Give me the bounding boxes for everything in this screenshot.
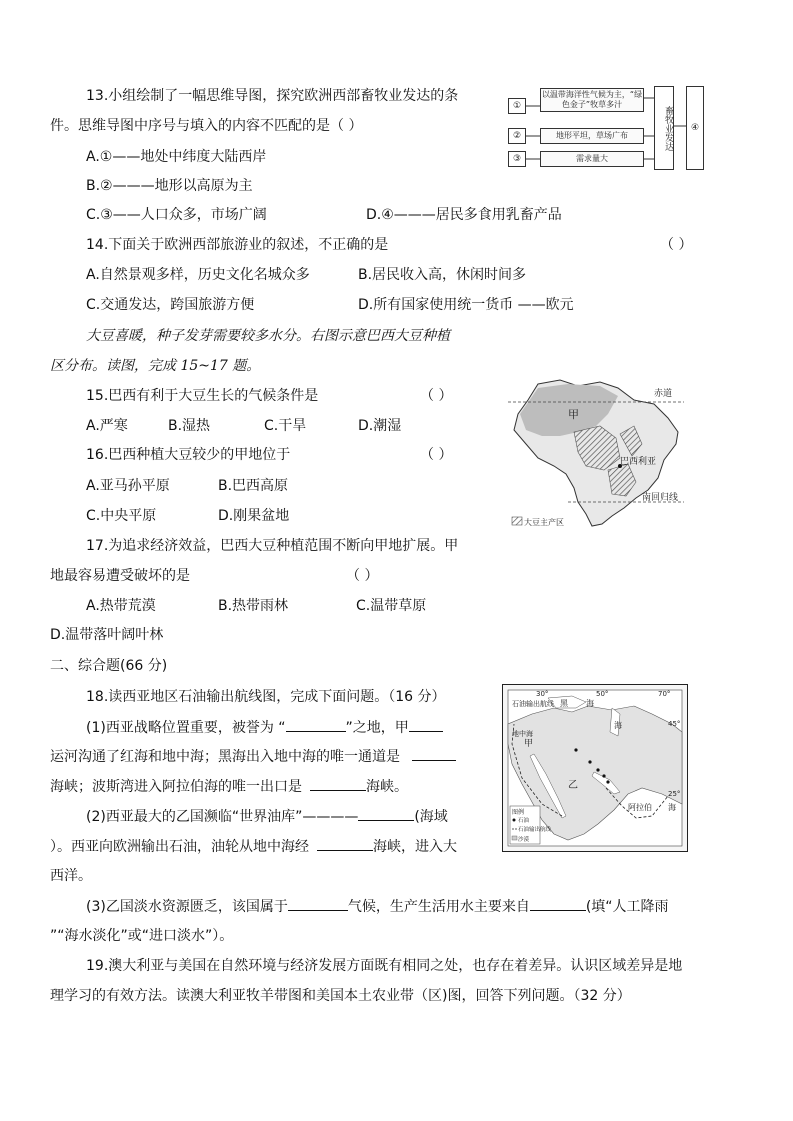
black-sea-label-1: 黑 [560, 699, 568, 708]
intro-15-17-line1: 大豆喜暖，种子发芽需要较多水分。右图示意巴西大豆种植 [86, 328, 450, 344]
mindmap-center: 畜牧业发达 [654, 86, 674, 170]
lat-45-label: 45° [668, 720, 681, 728]
jia-canal-label: 甲 [524, 739, 534, 749]
q18-p3 [50, 776, 408, 797]
q13-option-c[interactable]: C.③——人口众多，市场广阔 [86, 207, 267, 223]
q18-p1-text-b: ”之地，甲 [345, 720, 409, 736]
q13-stem-line2: 件。思维导图中序号与填入的内容不匹配的是（ ） [50, 118, 363, 134]
q18-p3-text-b: 海峡。 [366, 779, 408, 795]
q18-p7-text-a: (3)乙国淡水资源匮乏，该国属于 [86, 899, 288, 915]
q15-option-b[interactable]: B.湿热 [168, 418, 211, 434]
q18-p5 [50, 836, 457, 857]
q14-stem: 14.下面关于欧洲西部旅游业的叙述，不正确的是 [86, 237, 389, 253]
q18-p7-text-b: 气候，生产生活用水主要来自 [347, 899, 530, 915]
mindmap-node-1: ① [508, 98, 526, 114]
q14-option-d[interactable]: D.所有国家使用统一货币 ——欧元 [358, 297, 574, 313]
q15-stem: 15.巴西有利于大豆生长的气候条件是 [86, 388, 319, 404]
arabian-sea-label: 海 [668, 803, 676, 812]
q19-line2: 理学习的有效方法。读澳大利亚牧羊带图和美国本土农业带（区)图，回答下列问题。（32 分） [50, 988, 631, 1004]
q14-option-c[interactable]: C.交通发达，跨国旅游方便 [86, 297, 255, 313]
mindmap-node-3: ③ [508, 151, 526, 167]
q16-option-a[interactable]: A.亚马孙平原 [86, 478, 170, 494]
q17-answer-paren[interactable]: （ ） [346, 568, 379, 584]
q13-option-d[interactable]: D.④———居民多食用乳畜产品 [366, 207, 562, 223]
q18-p5-text-b: 海峡，进入大 [373, 839, 457, 855]
q18-blank-4[interactable] [310, 776, 366, 791]
q18-p2 [50, 746, 456, 767]
brazil-map-svg [508, 374, 684, 532]
route-note-label: 石油输出航线 [512, 700, 554, 708]
q18-p7 [86, 896, 669, 917]
q14-option-b[interactable]: B.居民收入高，休闲时间多 [358, 267, 527, 283]
q18-p2-text: 运河沟通了红海和地中海；黑海出入地中海的唯一通道是 [50, 749, 400, 765]
q15-option-c[interactable]: C.干旱 [264, 418, 307, 434]
q17-option-c[interactable]: C.温带草原 [356, 598, 427, 614]
q18-p6: 西洋。 [50, 868, 92, 884]
legend-route: 石油输出航线 [518, 827, 552, 833]
q15-option-d[interactable]: D.潮湿 [358, 418, 402, 434]
caspian-label: 海 [614, 721, 622, 730]
yi-country-label: 乙 [568, 780, 578, 791]
q18-blank-3[interactable] [412, 746, 456, 761]
q18-stem: 18.读西亚地区石油输出航线图，完成下面问题。（16 分） [86, 689, 446, 705]
q18-p3-text-a: 海峡；波斯湾进入阿拉伯海的唯一出口是 [50, 779, 302, 795]
q18-blank-6[interactable] [317, 836, 373, 851]
jia-label: 甲 [568, 408, 579, 421]
legend-swatch [512, 517, 522, 525]
q18-p4-text-b: (海域 [414, 809, 448, 825]
mindmap-node-4: ④ [686, 86, 704, 170]
q13-option-b[interactable]: B.②———地形以高原为主 [86, 178, 253, 194]
q18-p1 [86, 717, 443, 738]
q14-option-a[interactable]: A.自然景观多样，历史文化名城众多 [86, 267, 310, 283]
q18-p1-text-a: (1)西亚战略位置重要，被誉为 “ [86, 720, 286, 736]
mindmap-node-2: ② [508, 128, 526, 144]
lon-30-label: 30° [536, 690, 549, 698]
q19-line1: 19.澳大利亚与美国在自然环境与经济发展方面既有相同之处，也存在着差异。认识区域差异是地 [86, 958, 683, 974]
lon-70-label: 70° [658, 690, 671, 698]
legend-desert: 沙漠 [518, 837, 530, 843]
legend-oil: 石油 [518, 818, 530, 824]
legend-title: 图例 [512, 809, 525, 816]
q17-stem-line2: 地最容易遭受破坏的是 [50, 568, 190, 584]
mindmap-box-terrain: 地形平坦，草场广布 [540, 128, 644, 144]
q18-p5-text-a: ）。西亚向欧洲输出石油，油轮从地中海经 [50, 839, 309, 855]
arabian-label: 阿拉伯 [628, 803, 652, 812]
brasilia-label: 巴西利亚 [620, 457, 657, 467]
q16-option-d[interactable]: D.刚果盆地 [218, 508, 290, 524]
q17-option-b[interactable]: B.热带雨林 [218, 598, 289, 614]
intro-15-17-line2: 区分布。读图，完成 15~17 题。 [50, 358, 261, 374]
mindmap-figure [506, 84, 706, 172]
q16-option-c[interactable]: C.中央平原 [86, 508, 157, 524]
q16-stem: 16.巴西种植大豆较少的甲地位于 [86, 447, 291, 463]
q18-p8: ”“海水淡化”或“进口淡水”）。 [50, 928, 234, 944]
mindmap-box-climate: 以温带海洋性气候为主，“绿色金子”牧草多汁 [540, 88, 644, 112]
westasia-map-svg [502, 684, 688, 852]
lat-25-label: 25° [668, 790, 681, 798]
equator-label: 赤道 [654, 389, 673, 399]
q15-option-a[interactable]: A.严寒 [86, 418, 128, 434]
legend-label: 大豆主产区 [524, 518, 564, 527]
med-label: 地中海 [512, 730, 533, 738]
q18-p4 [86, 806, 448, 827]
q18-blank-1[interactable] [286, 717, 346, 732]
q17-option-d[interactable]: D.温带落叶阔叶林 [50, 627, 164, 643]
q18-p7-text-c: (填“人工降雨 [585, 899, 669, 915]
section2-title: 二、综合题(66 分) [50, 658, 168, 674]
q18-blank-2[interactable] [409, 717, 443, 732]
q16-option-b[interactable]: B.巴西高原 [218, 478, 289, 494]
q16-answer-paren[interactable]: （ ） [420, 447, 453, 463]
q18-blank-7[interactable] [288, 896, 348, 911]
westasia-oil-map [502, 684, 688, 852]
brazil-soybean-map [508, 374, 684, 532]
q13-option-a[interactable]: A.①——地处中纬度大陆西岸 [86, 149, 267, 165]
q14-answer-paren[interactable]: （ ） [660, 237, 693, 253]
q15-answer-paren[interactable]: （ ） [420, 388, 453, 404]
q17-option-a[interactable]: A.热带荒漠 [86, 598, 156, 614]
q13-stem-line1: 13.小组绘制了一幅思维导图，探究欧洲西部畜牧业发达的条 [86, 88, 459, 104]
q18-blank-8[interactable] [530, 896, 586, 911]
lon-50-label: 50° [596, 690, 609, 698]
black-sea-label-2: 海 [586, 699, 594, 708]
mindmap-box-demand: 需求量大 [540, 151, 644, 167]
q18-blank-5[interactable] [358, 806, 414, 821]
q18-p4-text-a: (2)西亚最大的乙国濒临“世界油库”———— [86, 809, 359, 825]
q17-stem-line1: 17.为追求经济效益，巴西大豆种植范围不断向甲地扩展。甲 [86, 538, 459, 554]
tropic-label: 南回归线 [642, 493, 679, 503]
